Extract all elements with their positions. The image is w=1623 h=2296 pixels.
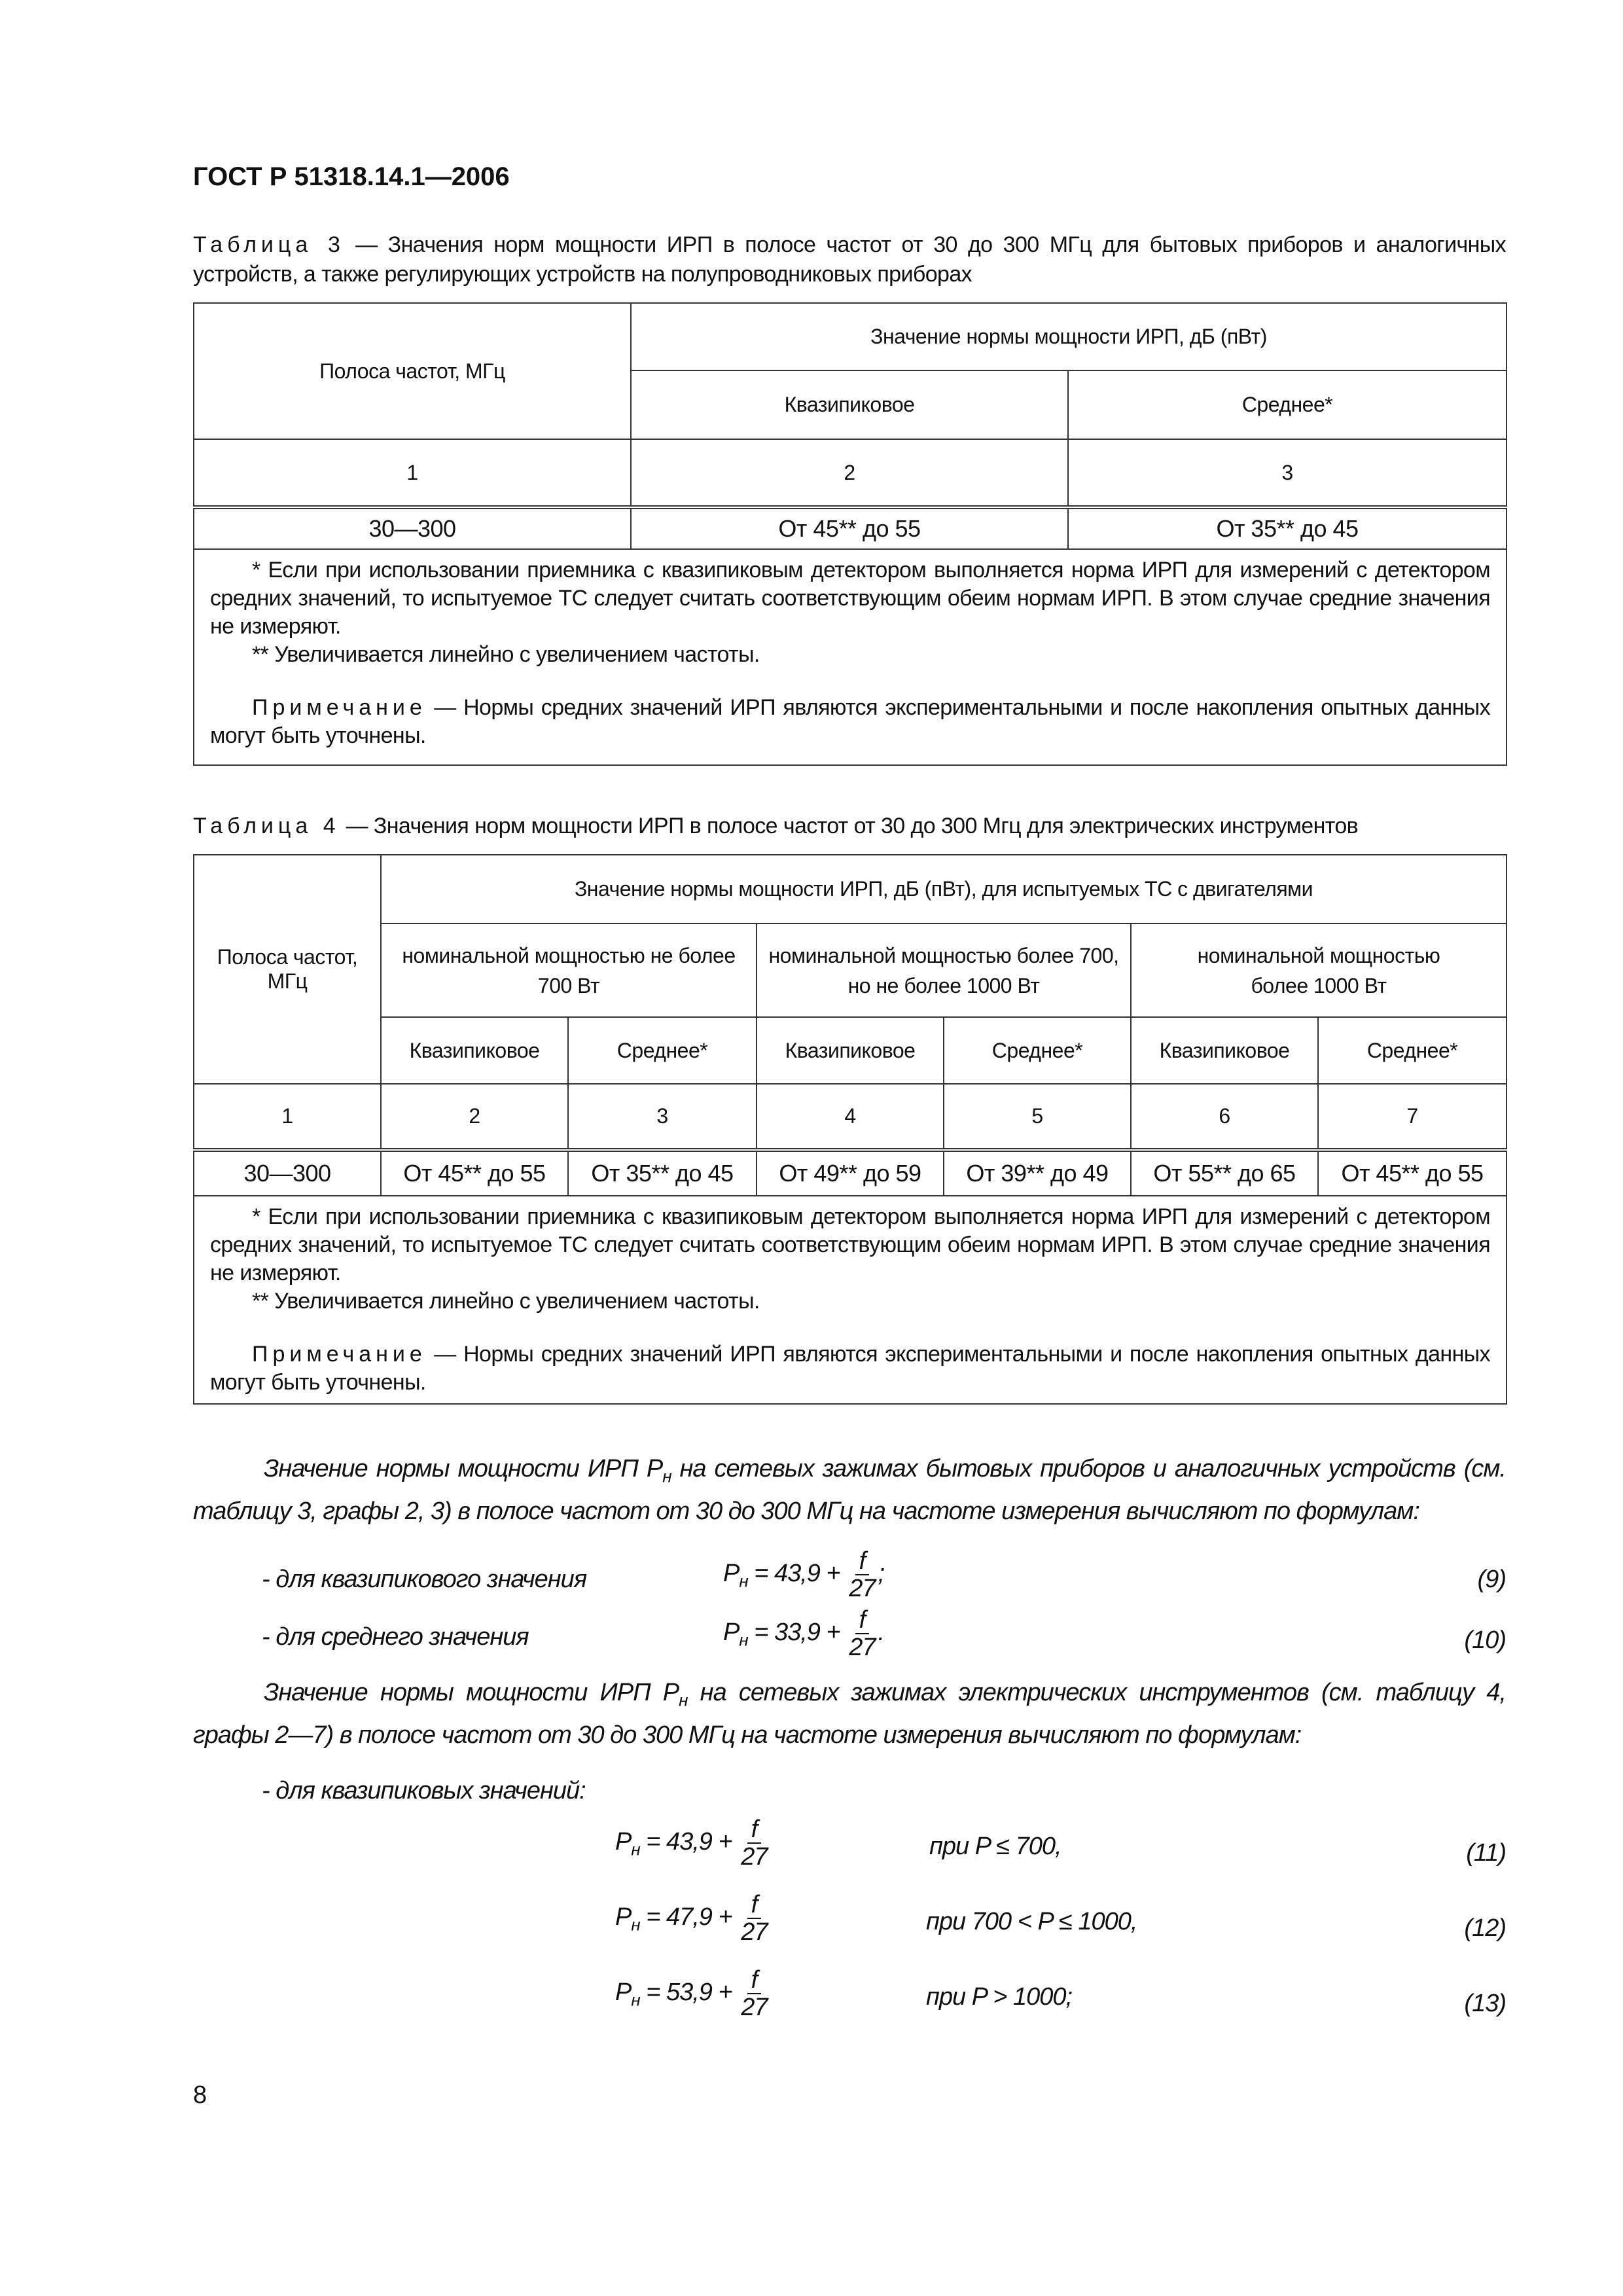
numerator: f: [747, 1967, 762, 1994]
subcol-header: Среднее*: [944, 1017, 1131, 1084]
power-group-header: номинальной мощностью более 700, но не более 1000 Вт: [757, 924, 1131, 1017]
cell: От 39** до 49: [944, 1150, 1131, 1196]
formula-13: [615, 1967, 770, 2020]
lhs: P: [615, 1903, 632, 1931]
tail: ;: [878, 1560, 885, 1588]
subscript: н: [631, 1990, 640, 2010]
equation-number: (9): [1477, 1566, 1506, 1593]
power-group-header: номинальной мощностью не более 700 Вт: [381, 924, 757, 1017]
numerator: f: [747, 1892, 762, 1919]
paragraph-tools: [193, 1676, 1506, 1753]
page-number: 8: [193, 2081, 207, 2109]
numerator: f: [855, 1607, 870, 1634]
fraction: [849, 1548, 875, 1602]
formula-label: - для среднего значения: [262, 1623, 529, 1651]
const: = 43,9 +: [747, 1560, 847, 1588]
footnote-2: ** Увеличивается линейно с увеличением частоты.: [252, 1289, 760, 1314]
table4-caption: [193, 812, 1506, 841]
cell: От 55** до 65: [1131, 1150, 1318, 1196]
table3-header-band: Полоса частот, МГц: [194, 303, 631, 439]
formula-condition: при P > 1000;: [926, 1983, 1073, 2011]
text: на сетевых зажимах бытовых приборов и аналогичных устройств (см. таблицу 3, графы 2, 3) в полосе частот от 30 до 300 МГц на частоте измерения вычисляют по формулам:: [193, 1455, 1506, 1525]
subscript: н: [631, 1914, 640, 1935]
table3-caption: [193, 230, 1506, 289]
document-header: ГОСТ Р 51318.14.1—2006: [193, 162, 510, 191]
denominator: 27: [741, 1843, 768, 1871]
denominator: 27: [741, 1918, 768, 1946]
subcol-header: Квазипиковое: [757, 1017, 944, 1084]
cell: От 49** до 59: [757, 1150, 944, 1196]
cell: 30—300: [194, 1150, 381, 1196]
power-group-header: номинальной мощностью более 1000 Вт: [1131, 924, 1507, 1017]
subscript: н: [631, 1839, 640, 1859]
numerator: f: [855, 1548, 870, 1575]
const: = 53,9 +: [639, 1979, 739, 2007]
col-number: 1: [194, 439, 631, 507]
const: = 43,9 +: [639, 1828, 739, 1856]
formula-10: [723, 1607, 884, 1660]
table3: [193, 302, 1507, 766]
denominator: 27: [849, 1634, 876, 1661]
equation-number: (11): [1466, 1839, 1506, 1867]
subcol-header: Квазипиковое: [1131, 1017, 1318, 1084]
table3-label: Таблица 3: [193, 232, 345, 257]
cell: От 35** до 45: [1068, 507, 1507, 549]
col-number: 7: [1318, 1084, 1507, 1150]
note-label: Примечание: [252, 1342, 427, 1367]
denominator: 27: [849, 1575, 876, 1602]
formula-11: [615, 1816, 770, 1870]
qp-heading: - для квазипиковых значений:: [262, 1777, 586, 1804]
subcol-header: Среднее*: [568, 1017, 757, 1084]
table3-header-qp: Квазипиковое: [631, 370, 1068, 439]
formula-condition: при 700 < P ≤ 1000,: [926, 1908, 1137, 1935]
subscript: н: [739, 1630, 748, 1650]
fraction: [741, 1816, 767, 1870]
fraction: [849, 1607, 875, 1660]
col-number: 5: [944, 1084, 1131, 1150]
table4-label: Таблица 4: [193, 814, 340, 838]
text: Значение нормы мощности ИРП P: [264, 1455, 663, 1482]
subcol-header: Среднее*: [1318, 1017, 1507, 1084]
col-number: 3: [1068, 439, 1507, 507]
formula-condition: при P ≤ 700,: [929, 1833, 1061, 1860]
const: = 47,9 +: [639, 1903, 739, 1931]
footnote-1: * Если при использовании приемника с квазипиковым детектором выполняется норма ИРП для измерений с детектором средних значений, то испытуемое ТС следует считать соответствующим обеим нормам ИРП. В этом случае средние значения не измеряют.: [210, 1204, 1491, 1285]
lhs: P: [615, 1828, 632, 1856]
cell: От 45** до 55: [631, 507, 1068, 549]
text: на сетевых зажимах электрических инструментов (см. таблицу 4, графы 2—7) в полосе частот от 30 до 300 МГц на частоте измерения вычисляют по формулам:: [193, 1679, 1506, 1749]
formula-12: [615, 1892, 770, 1945]
col-number: 2: [381, 1084, 568, 1150]
fraction: [741, 1967, 767, 2020]
equation-number: (12): [1464, 1914, 1506, 1942]
text: Значение нормы мощности ИРП P: [264, 1679, 679, 1706]
col-number: 1: [194, 1084, 381, 1150]
cell: От 45** до 55: [1318, 1150, 1507, 1196]
table4-caption-text: — Значения норм мощности ИРП в полосе частот от 30 до 300 Мгц для электрических инструментов: [340, 814, 1359, 838]
subcol-header: Квазипиковое: [381, 1017, 568, 1084]
equation-number: (13): [1464, 1990, 1506, 2017]
subscript: н: [662, 1466, 671, 1486]
tail: .: [878, 1619, 885, 1647]
table3-header-group: Значение нормы мощности ИРП, дБ (пВт): [631, 303, 1507, 370]
equation-number: (10): [1464, 1626, 1506, 1654]
formula-label: - для квазипикового значения: [262, 1566, 587, 1593]
subscript: н: [739, 1571, 748, 1591]
subscript: н: [679, 1690, 688, 1710]
table-row: [194, 507, 1507, 549]
paragraph-household: [193, 1452, 1506, 1529]
const: = 33,9 +: [747, 1619, 847, 1647]
table3-caption-text: — Значения норм мощности ИРП в полосе частот от 30 до 300 МГц для бытовых приборов и аналогичных устройств, а также регулирующих устройств на полупроводниковых приборах: [193, 232, 1506, 287]
footnote-2: ** Увеличивается линейно с увеличением частоты.: [252, 642, 760, 667]
formula-9: [723, 1548, 884, 1602]
cell: 30—300: [194, 507, 631, 549]
table4: [193, 854, 1507, 1405]
table4-note: [210, 1340, 1490, 1397]
numerator: f: [747, 1816, 762, 1844]
table4-notes: [194, 1196, 1507, 1404]
fraction: [741, 1892, 767, 1945]
note-label: Примечание: [252, 695, 427, 720]
lhs: P: [723, 1560, 740, 1588]
lhs: P: [723, 1619, 740, 1647]
denominator: 27: [741, 1994, 768, 2021]
table4-header-band: Полоса частот, МГц: [194, 855, 381, 1084]
note-text: — Нормы средних значений ИРП являются экспериментальными и после накопления опытных данных могут быть уточнены.: [210, 695, 1491, 748]
table3-note: [210, 694, 1490, 750]
table4-header-group: Значение нормы мощности ИРП, дБ (пВт), для испытуемых ТС с двигателями: [381, 855, 1507, 924]
note-text: — Нормы средних значений ИРП являются экспериментальными и после накопления опытных данных могут быть уточнены.: [210, 1342, 1491, 1395]
col-number: 4: [757, 1084, 944, 1150]
footnote-1: * Если при использовании приемника с квазипиковым детектором выполняется норма ИРП для измерений с детектором средних значений, то испытуемое ТС следует считать соответствующим обеим нормам ИРП. В этом случае средние значения не измеряют.: [210, 558, 1491, 639]
lhs: P: [615, 1979, 632, 2007]
cell: От 45** до 55: [381, 1150, 568, 1196]
table-row: [194, 1150, 1507, 1196]
cell: От 35** до 45: [568, 1150, 757, 1196]
col-number: 6: [1131, 1084, 1318, 1150]
table3-notes: [194, 549, 1507, 765]
table3-header-avg: Среднее*: [1068, 370, 1507, 439]
col-number: 3: [568, 1084, 757, 1150]
col-number: 2: [631, 439, 1068, 507]
